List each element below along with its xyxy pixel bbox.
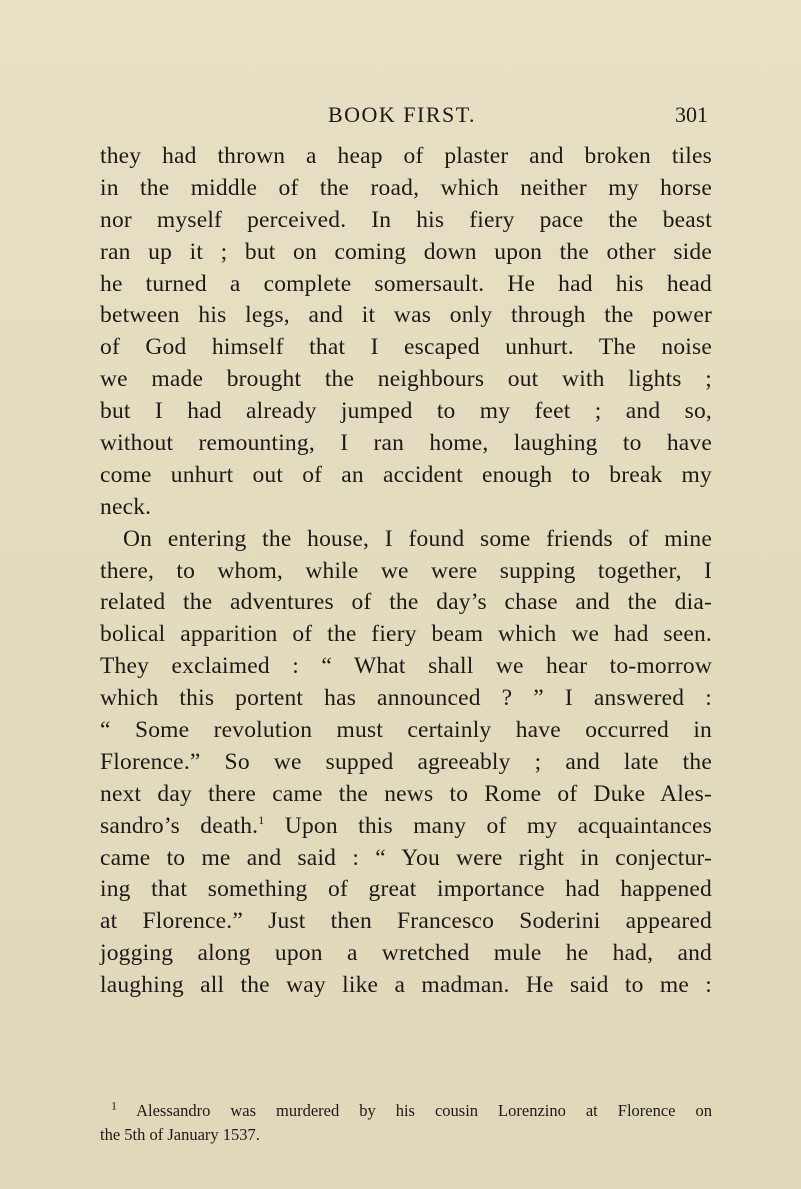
page-number: 301: [675, 102, 708, 127]
text-line: in the middle of the road, which neither my horse: [100, 174, 712, 201]
text-line: next day there came the news to Rome of Duke Ales-: [100, 780, 712, 807]
text-segment: sandro’s death.: [100, 812, 259, 839]
text-segment: Upon this many of my acquaintances: [264, 812, 713, 839]
text-line: jogging along upon a wretched mule he had, and: [100, 940, 712, 967]
text-line: of God himself that I escaped unhurt. The noise: [100, 334, 712, 361]
footnote: [100, 1099, 712, 1146]
text-line: nor myself perceived. In his fiery pace the beast: [100, 206, 712, 233]
paragraph-end-line: neck.: [100, 493, 152, 520]
text-line: “ Some revolution must certainly have occurred in: [100, 717, 712, 744]
text-line: came to me and said : “ You were right in conjectur-: [100, 844, 712, 871]
text-line: which this portent has announced ? ” I answered :: [100, 685, 712, 712]
text-line: bolical apparition of the fiery beam which we had seen.: [100, 621, 712, 648]
text-line: ran up it ; but on coming down upon the other side: [100, 238, 712, 265]
running-head: [96, 100, 708, 130]
body-text: [100, 141, 712, 1002]
footnote-reference[interactable]: 1: [258, 812, 265, 827]
text-line: come unhurt out of an accident enough to break my: [100, 461, 712, 488]
text-line: he turned a complete somersault. He had his head: [100, 270, 712, 297]
text-line: there, to whom, while we were supping together, I: [100, 557, 712, 584]
text-line-with-footnote: [100, 811, 712, 843]
text-line: Florence.” So we supped agreeably ; and late the: [100, 748, 712, 775]
text-line: They exclaimed : “ What shall we hear to-morrow: [100, 653, 712, 680]
text-line: they had thrown a heap of plaster and broken tiles: [100, 143, 712, 169]
text-line: but I had already jumped to my feet ; and so,: [100, 398, 712, 425]
text-line: between his legs, and it was only through the power: [100, 302, 712, 329]
text-line: ing that something of great importance had happened: [100, 876, 712, 903]
text-line: related the adventures of the day’s chase and the dia-: [100, 589, 712, 616]
text-line: at Florence.” Just then Francesco Soderini appeared: [100, 908, 712, 935]
text-line: we made brought the neighbours out with lights ;: [100, 366, 712, 393]
footnote-line: the 5th of January 1537.: [100, 1124, 260, 1144]
text-line: laughing all the way like a madman. He said to me :: [100, 972, 712, 999]
running-head-title: BOOK FIRST.: [327, 102, 477, 127]
footnote-line: [100, 1099, 712, 1123]
footnote-text: Alessandro was murdered by his cousin Lorenzino at Florence on: [136, 1101, 712, 1120]
text-line: without remounting, I ran home, laughing to have: [100, 430, 712, 457]
paragraph-first-line: On entering the house, I found some friends of mine: [123, 525, 712, 552]
footnote-marker: 1: [111, 1098, 117, 1113]
